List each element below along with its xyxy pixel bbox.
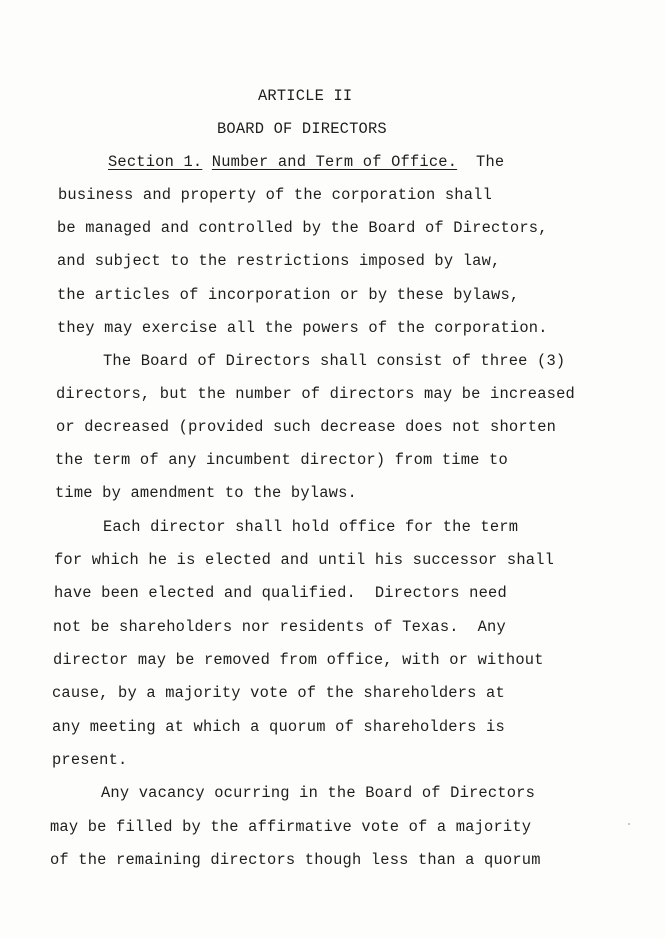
body-line: of the remaining directors though less than a quorum — [50, 851, 541, 869]
body-line: the term of any incumbent director) from time to — [55, 451, 508, 469]
article-title: ARTICLE II — [258, 87, 353, 105]
section-label: Section 1. — [108, 153, 203, 171]
body-line: time by amendment to the bylaws. — [55, 484, 357, 502]
article-subtitle: BOARD OF DIRECTORS — [217, 120, 387, 138]
body-line: and subject to the restrictions imposed by law, — [57, 252, 501, 270]
body-line: Each director shall hold office for the term — [103, 518, 519, 536]
section-heading-line — [108, 152, 504, 172]
section-heading: Number and Term of Office. — [211, 153, 458, 171]
body-line: directors, but the number of directors may be increased — [56, 385, 575, 403]
body-line: they may exercise all the powers of the corporation. — [57, 319, 548, 337]
body-line: any meeting at which a quorum of shareholders is — [52, 718, 505, 736]
body-line: for which he is elected and until his successor shall — [54, 551, 555, 569]
body-line: the articles of incorporation or by these bylaws, — [57, 286, 520, 304]
body-line: not be shareholders nor residents of Texas. Any — [53, 618, 506, 636]
body-line: present. — [52, 751, 128, 769]
scan-speck — [628, 823, 630, 825]
body-line: Any vacancy ocurring in the Board of Directors — [101, 784, 536, 802]
body-line: cause, by a majority vote of the shareholders at — [52, 684, 505, 702]
body-line: business and property of the corporation shall — [58, 186, 493, 204]
body-line: director may be removed from office, with or without — [53, 651, 544, 669]
body-line: The Board of Directors shall consist of three (3) — [103, 352, 566, 370]
body-line: have been elected and qualified. Directors need — [54, 584, 507, 602]
section-lead: The — [476, 153, 505, 171]
body-line: be managed and controlled by the Board of Directors, — [57, 219, 548, 237]
body-line: or decreased (provided such decrease does not shorten — [56, 418, 557, 436]
body-line: may be filled by the affirmative vote of a majority — [50, 818, 532, 836]
